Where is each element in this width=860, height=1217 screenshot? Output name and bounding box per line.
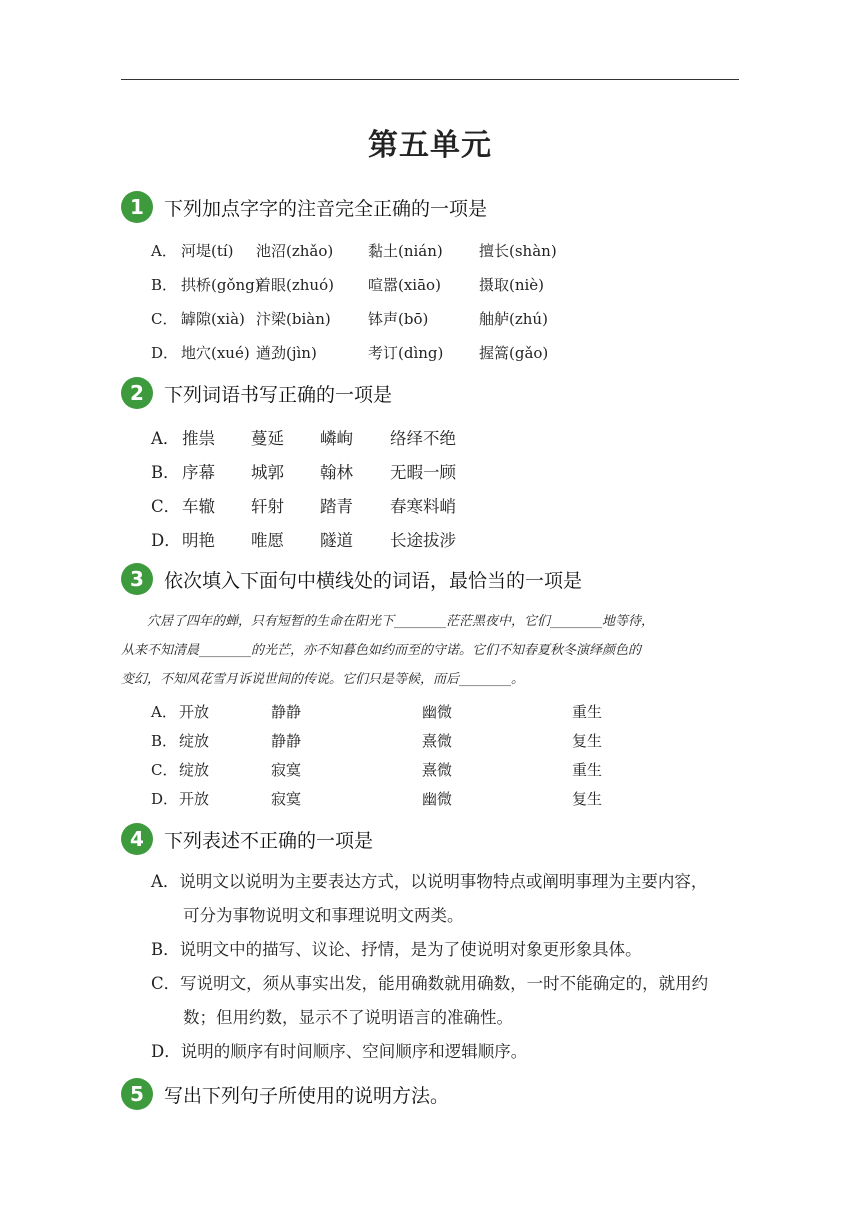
option-item: 擅长(shàn) <box>479 242 557 260</box>
option-item: 着眼(zhuó) <box>256 276 334 294</box>
option-item: 熹微 <box>422 761 453 779</box>
option-item: 罅隙(xià) <box>181 310 245 328</box>
option-item: 重生 <box>572 761 603 779</box>
option-item: 舳舻(zhú) <box>479 310 548 328</box>
option-item: 绽放 <box>179 761 210 779</box>
option-item: 轩射 <box>251 497 284 516</box>
option-item: 静静 <box>271 732 302 750</box>
option-label: B． <box>151 276 178 294</box>
question-text: 写出下列句子所使用的说明方法。 <box>164 1084 450 1107</box>
option-item: 开放 <box>179 790 210 808</box>
option-item: 复生 <box>572 790 603 808</box>
option-label: C． <box>151 310 178 328</box>
option-label: B． <box>151 463 180 482</box>
option-label: C． <box>151 761 178 779</box>
question-number-badge: 3 <box>121 563 153 595</box>
option-item: 重生 <box>572 703 603 721</box>
statement-d <box>151 1035 746 1069</box>
option-item: 熹微 <box>422 732 453 750</box>
passage-line: 穴居了四年的蝉，只有短暂的生命在阳光下________茫茫黑夜中，它们________地等待， <box>147 614 655 629</box>
option-label: D． <box>151 1042 181 1061</box>
option-item: 城郭 <box>251 463 284 482</box>
option-item: 寂寞 <box>271 790 302 808</box>
option-item: 开放 <box>179 703 210 721</box>
option-item: 翰林 <box>320 463 353 482</box>
option-label: A． <box>151 872 180 891</box>
question-number-badge: 4 <box>121 823 153 855</box>
statement-b <box>151 933 746 967</box>
option-item: 车辙 <box>182 497 215 516</box>
question-5-heading <box>121 1078 449 1110</box>
option-label: C． <box>151 974 181 993</box>
passage-line: 从来不知清晨________的光芒，亦不知暮色如约而至的守诺。它们不知春夏秋冬演绎颜色的 <box>121 643 642 658</box>
question-text: 依次填入下面句中横线处的词语，最恰当的一项是 <box>164 569 583 592</box>
statement-line: 可分为事物说明文和事理说明文两类。 <box>183 906 464 925</box>
option-item: 遒劲(jìn) <box>256 344 317 362</box>
question-3-heading <box>121 563 582 595</box>
statement-line: 数；但用约数，显示不了说明语言的准确性。 <box>183 1008 513 1027</box>
option-label: A． <box>151 429 180 448</box>
statement-line: 写说明文，须从事实出发，能用确数就用确数，一时不能确定的，就用约 <box>180 974 709 993</box>
question-3-passage <box>121 607 746 694</box>
option-item: 长途拔涉 <box>390 531 456 550</box>
option-label: C． <box>151 497 181 516</box>
option-item: 摄取(niè) <box>479 276 545 294</box>
question-text: 下列词语书写正确的一项是 <box>164 383 393 406</box>
option-item: 汴梁(biàn) <box>256 310 331 328</box>
statement-line: 说明的顺序有时间顺序、空间顺序和逻辑顺序。 <box>180 1042 528 1061</box>
option-item: 喧嚣(xiāo) <box>368 276 441 294</box>
option-item: 钵声(bō) <box>368 310 429 328</box>
statement-line: 说明文以说明为主要表达方式，以说明事物特点或阐明事理为主要内容， <box>179 872 708 891</box>
option-item: 唯愿 <box>251 531 284 550</box>
question-2-heading <box>121 377 392 409</box>
question-text: 下列表述不正确的一项是 <box>164 829 374 852</box>
option-item: 静静 <box>271 703 302 721</box>
option-label: B． <box>151 940 180 959</box>
option-item: 拱桥(gǒng) <box>181 276 261 294</box>
option-item: 幽微 <box>422 703 453 721</box>
option-item: 序幕 <box>182 463 215 482</box>
question-text: 下列加点字字的注音完全正确的一项是 <box>164 197 488 220</box>
option-item: 络绎不绝 <box>390 429 456 448</box>
passage-line: 变幻，不知风花雪月诉说世间的传说。它们只是等候，而后________。 <box>121 672 525 687</box>
option-item: 复生 <box>572 732 603 750</box>
question-1-heading <box>121 191 487 223</box>
option-label: A． <box>151 703 177 721</box>
option-item: 绽放 <box>179 732 210 750</box>
option-item: 河堤(tí) <box>181 242 234 260</box>
statement-line: 说明文中的描写、议论、抒情，是为了使说明对象更形象具体。 <box>179 940 642 959</box>
question-4-heading <box>121 823 373 855</box>
option-item: 隧道 <box>320 531 353 550</box>
option-label: A． <box>151 242 177 260</box>
option-item: 踏青 <box>320 497 353 516</box>
question-number-badge: 2 <box>121 377 153 409</box>
question-number-badge: 5 <box>121 1078 153 1110</box>
option-item: 推祟 <box>182 429 215 448</box>
option-item: 春寒料峭 <box>390 497 456 516</box>
statement-c <box>151 967 746 1035</box>
option-item: 无暇一顾 <box>390 463 456 482</box>
option-item: 明艳 <box>182 531 215 550</box>
option-label: D． <box>151 344 179 362</box>
option-label: D． <box>151 790 179 808</box>
option-item: 黏土(nián) <box>368 242 443 260</box>
statement-a <box>151 865 746 933</box>
page-title: 第五单元 <box>368 128 492 163</box>
option-item: 幽微 <box>422 790 453 808</box>
option-item: 蔓延 <box>251 429 284 448</box>
option-item: 地穴(xué) <box>181 344 250 362</box>
option-item: 考订(dìng) <box>368 344 444 362</box>
option-label: B． <box>151 732 178 750</box>
option-item: 嶙峋 <box>320 429 353 448</box>
question-number-badge: 1 <box>121 191 153 223</box>
option-label: D． <box>151 531 181 550</box>
option-item: 寂寞 <box>271 761 302 779</box>
option-item: 池沼(zhǎo) <box>256 242 334 260</box>
option-item: 握篙(gǎo) <box>479 344 549 362</box>
header-rule <box>121 79 739 80</box>
